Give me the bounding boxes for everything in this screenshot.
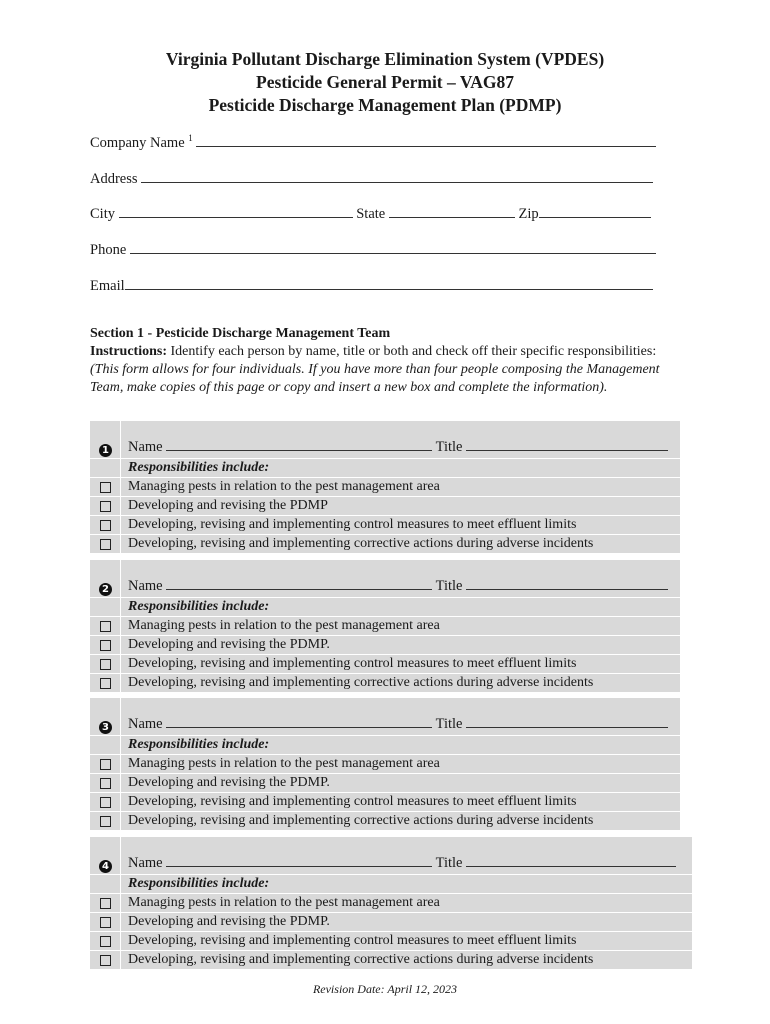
company-name-input-line[interactable] xyxy=(196,132,656,147)
email-input-line[interactable] xyxy=(125,275,653,290)
responsibility-text: Developing, revising and implementing control measures to meet effluent limits xyxy=(128,794,577,809)
name-title-row xyxy=(128,714,668,733)
member-number-icon: 2 xyxy=(99,583,112,596)
section-1 xyxy=(90,325,680,397)
checkbox-cell[interactable] xyxy=(90,655,121,673)
name-label: Name xyxy=(128,716,163,732)
address-input-line[interactable] xyxy=(141,168,653,183)
name-title-row xyxy=(128,576,668,595)
checkbox-cell[interactable] xyxy=(90,755,121,773)
city-state-zip-row xyxy=(90,203,651,223)
responsibility-row xyxy=(90,894,692,913)
responsibility-row xyxy=(90,812,680,831)
zip-input-line[interactable] xyxy=(539,203,651,218)
title-input-line[interactable] xyxy=(466,576,668,590)
revision-date: Revision Date: April 12, 2023 xyxy=(312,982,458,996)
responsibility-text: Developing, revising and implementing corrective actions during adverse incidents xyxy=(128,952,594,967)
checkbox-cell[interactable] xyxy=(90,913,121,931)
responsibility-row xyxy=(90,755,680,774)
checkbox-cell[interactable] xyxy=(90,516,121,534)
doc-title-line-1: Virginia Pollutant Discharge Elimination System (VPDES) xyxy=(165,49,605,69)
zip-label: Zip xyxy=(518,206,539,222)
responsibility-row xyxy=(90,932,692,951)
blank-cell xyxy=(90,875,121,893)
blank-cell xyxy=(90,736,121,754)
title-input-line[interactable] xyxy=(466,714,668,728)
title-label: Title xyxy=(435,716,463,732)
name-input-line[interactable] xyxy=(166,714,432,728)
responsibility-text: Developing, revising and implementing corrective actions during adverse incidents xyxy=(128,675,594,690)
responsibility-text: Developing and revising the PDMP. xyxy=(128,637,330,652)
responsibility-row xyxy=(90,497,680,516)
state-input-line[interactable] xyxy=(389,203,515,218)
state-label: State xyxy=(356,206,386,222)
checkbox[interactable] xyxy=(100,621,111,632)
phone-label: Phone xyxy=(90,242,127,258)
responsibility-row xyxy=(90,535,680,554)
checkbox-cell[interactable] xyxy=(90,932,121,950)
title-label: Title xyxy=(435,439,463,455)
blank-cell xyxy=(90,598,121,616)
checkbox[interactable] xyxy=(100,501,111,512)
responsibility-text: Developing, revising and implementing control measures to meet effluent limits xyxy=(128,656,577,671)
doc-title-line-3: Pesticide Discharge Management Plan (PDMP) xyxy=(208,95,562,115)
responsibility-row xyxy=(90,951,692,970)
name-title-row xyxy=(128,853,676,872)
checkbox[interactable] xyxy=(100,898,111,909)
checkbox-cell[interactable] xyxy=(90,793,121,811)
checkbox[interactable] xyxy=(100,797,111,808)
name-label: Name xyxy=(128,439,163,455)
checkbox-cell[interactable] xyxy=(90,478,121,496)
responsibility-text: Developing, revising and implementing corrective actions during adverse incidents xyxy=(128,813,594,828)
responsibility-row xyxy=(90,913,692,932)
responsibilities-label: Responsibilities include: xyxy=(128,737,270,752)
section-1-title: Section 1 - Pesticide Discharge Management Team xyxy=(90,326,391,341)
responsibilities-label: Responsibilities include: xyxy=(128,599,270,614)
responsibility-text: Managing pests in relation to the pest management area xyxy=(128,756,440,771)
responsibility-text: Developing and revising the PDMP. xyxy=(128,775,330,790)
company-name-footnote: 1 xyxy=(188,133,193,144)
checkbox-cell[interactable] xyxy=(90,674,121,692)
checkbox[interactable] xyxy=(100,917,111,928)
instructions-italic: (This form allows for four individuals. If you have more than four people composing the Management Team, make copies of this page or copy and insert a new box and complete the information). xyxy=(90,362,660,395)
checkbox-cell[interactable] xyxy=(90,951,121,969)
checkbox-cell[interactable] xyxy=(90,636,121,654)
checkbox[interactable] xyxy=(100,778,111,789)
name-input-line[interactable] xyxy=(166,437,432,451)
responsibilities-label: Responsibilities include: xyxy=(128,460,270,475)
address-field[interactable] xyxy=(90,168,653,188)
title-input-line[interactable] xyxy=(466,437,668,451)
responsibility-row xyxy=(90,793,680,812)
checkbox-cell[interactable] xyxy=(90,617,121,635)
team-member-header xyxy=(90,837,692,875)
checkbox-cell[interactable] xyxy=(90,497,121,515)
city-label: City xyxy=(90,206,115,222)
checkbox-cell[interactable] xyxy=(90,894,121,912)
team-member-box-2 xyxy=(90,560,680,693)
phone-input-line[interactable] xyxy=(130,239,656,254)
team-member-header xyxy=(90,421,680,459)
name-label: Name xyxy=(128,578,163,594)
checkbox[interactable] xyxy=(100,539,111,550)
member-number-icon: 1 xyxy=(99,444,112,457)
checkbox[interactable] xyxy=(100,816,111,827)
company-name-field[interactable] xyxy=(90,132,656,152)
phone-field[interactable] xyxy=(90,239,656,259)
responsibility-text: Managing pests in relation to the pest management area xyxy=(128,895,440,910)
responsibility-row xyxy=(90,636,680,655)
responsibilities-heading-row xyxy=(90,459,680,478)
team-member-header xyxy=(90,698,680,736)
team-member-header xyxy=(90,560,680,598)
title-label: Title xyxy=(435,855,463,871)
checkbox[interactable] xyxy=(100,955,111,966)
email-field[interactable] xyxy=(90,275,653,295)
responsibility-text: Managing pests in relation to the pest management area xyxy=(128,618,440,633)
checkbox[interactable] xyxy=(100,659,111,670)
company-name-label: Company Name xyxy=(90,135,185,151)
team-member-box-4 xyxy=(90,837,692,970)
responsibility-row xyxy=(90,774,680,793)
responsibilities-heading-row xyxy=(90,736,680,755)
member-number-icon: 4 xyxy=(99,860,112,873)
responsibility-text: Developing, revising and implementing control measures to meet effluent limits xyxy=(128,933,577,948)
responsibility-text: Developing, revising and implementing corrective actions during adverse incidents xyxy=(128,536,594,551)
team-member-box-3 xyxy=(90,698,680,831)
doc-title-line-2: Pesticide General Permit – VAG87 xyxy=(256,72,514,92)
member-number-icon: 3 xyxy=(99,721,112,734)
responsibility-text: Managing pests in relation to the pest management area xyxy=(128,479,440,494)
responsibilities-label: Responsibilities include: xyxy=(128,876,270,891)
instructions-label: Instructions: xyxy=(90,344,168,359)
section-1-instructions xyxy=(90,343,680,397)
city-input-line[interactable] xyxy=(119,203,353,218)
title-input-line[interactable] xyxy=(466,853,676,867)
instructions-text: Identify each person by name, title or both and check off their specific responsibilities: xyxy=(170,344,657,359)
team-member-box-1 xyxy=(90,421,680,554)
blank-cell xyxy=(90,459,121,477)
name-input-line[interactable] xyxy=(166,853,432,867)
name-label: Name xyxy=(128,855,163,871)
responsibility-text: Developing and revising the PDMP. xyxy=(128,914,330,929)
responsibility-text: Developing, revising and implementing control measures to meet effluent limits xyxy=(128,517,577,532)
checkbox-cell[interactable] xyxy=(90,535,121,553)
address-label: Address xyxy=(90,171,138,187)
checkbox[interactable] xyxy=(100,936,111,947)
responsibility-row xyxy=(90,655,680,674)
name-input-line[interactable] xyxy=(166,576,432,590)
responsibility-row xyxy=(90,516,680,535)
checkbox-cell[interactable] xyxy=(90,774,121,792)
title-label: Title xyxy=(435,578,463,594)
checkbox[interactable] xyxy=(100,520,111,531)
responsibilities-heading-row xyxy=(90,598,680,617)
checkbox[interactable] xyxy=(100,678,111,689)
checkbox[interactable] xyxy=(100,759,111,770)
responsibility-row xyxy=(90,478,680,497)
responsibility-row xyxy=(90,617,680,636)
checkbox[interactable] xyxy=(100,640,111,651)
name-title-row xyxy=(128,437,668,456)
checkbox[interactable] xyxy=(100,482,111,493)
checkbox-cell[interactable] xyxy=(90,812,121,830)
responsibility-row xyxy=(90,674,680,693)
responsibilities-heading-row xyxy=(90,875,692,894)
email-label: Email xyxy=(90,278,125,294)
responsibility-text: Developing and revising the PDMP xyxy=(128,498,328,513)
